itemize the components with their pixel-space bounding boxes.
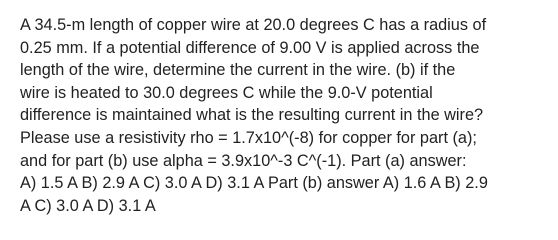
- question-line-3: length of the wire, determine the current in the wire. (b) if the: [20, 61, 456, 80]
- question-line-2: 0.25 mm. If a potential difference of 9.00 V is applied across the: [20, 38, 480, 57]
- question-line-7: and for part (b) use alpha = 3.9x10^-3 C^(-1). Part (a) answer:: [20, 151, 467, 170]
- question-line-4: wire is heated to 30.0 degrees C while the 9.0-V potential: [20, 83, 433, 102]
- question-line-8: A) 1.5 A B) 2.9 A C) 3.0 A D) 3.1 A Part (b) answer A) 1.6 A B) 2.9: [20, 174, 488, 193]
- question-line-5: difference is maintained what is the resulting current in the wire?: [20, 106, 484, 125]
- question-line-9: A C) 3.0 A D) 3.1 A: [20, 196, 156, 215]
- question-line-1: A 34.5-m length of copper wire at 20.0 degrees C has a radius of: [20, 16, 487, 34]
- question-line-6: Please use a resistivity rho = 1.7x10^(-8) for copper for part (a);: [20, 128, 477, 147]
- question-text: [20, 14, 544, 217]
